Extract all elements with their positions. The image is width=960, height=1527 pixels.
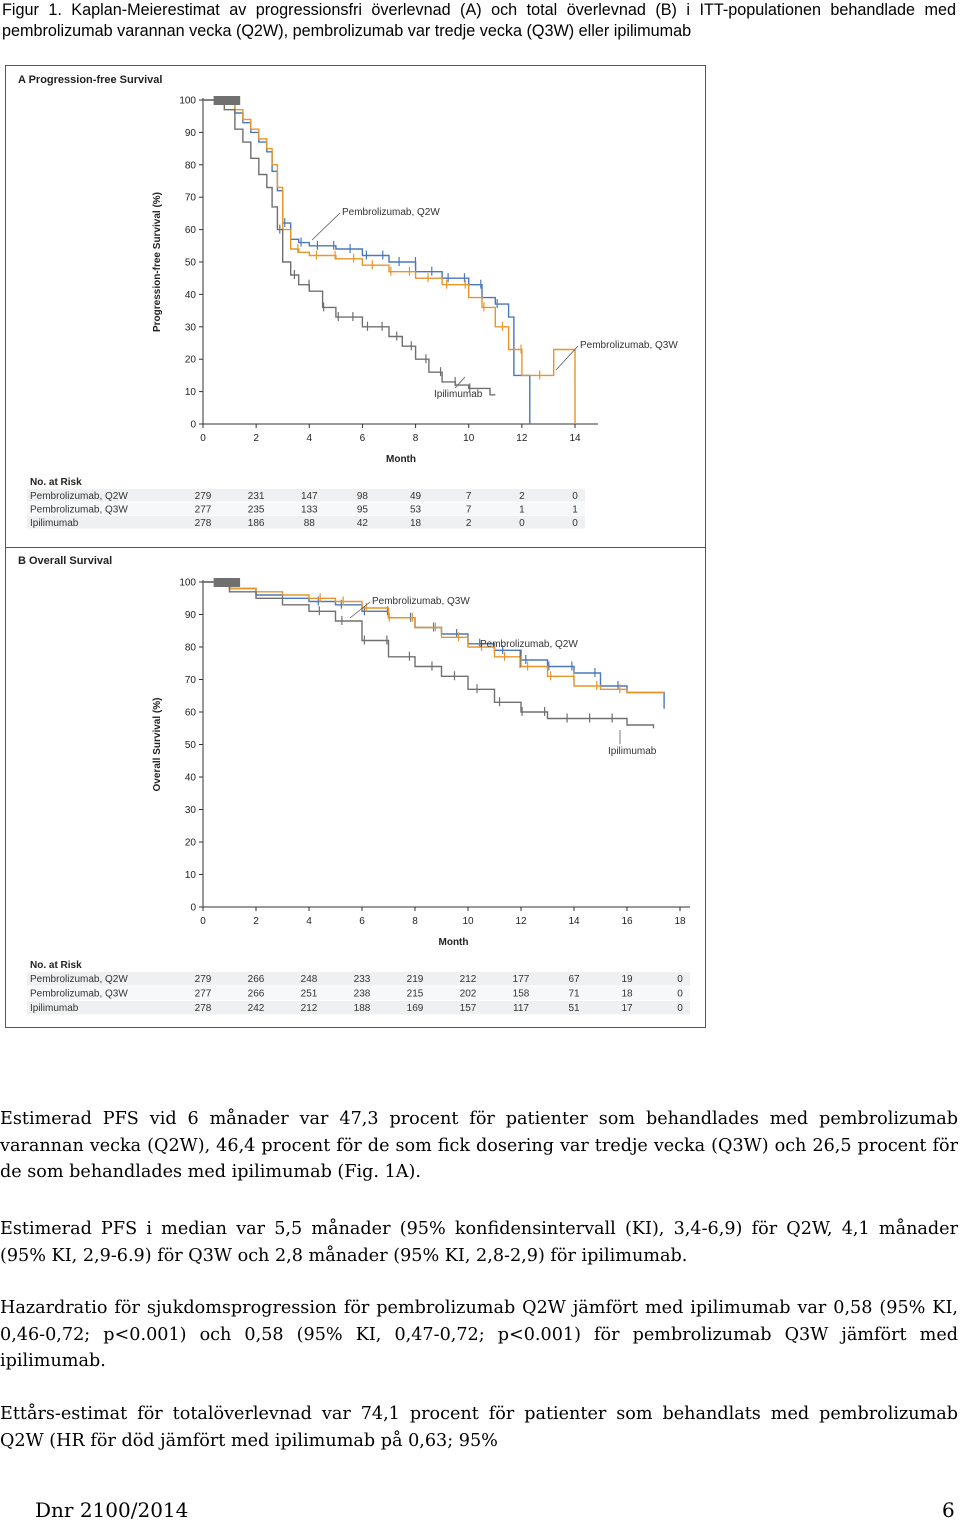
y-tick-label: 50 <box>184 257 196 269</box>
risk-value: 279 <box>194 491 212 502</box>
risk-value: 42 <box>356 518 368 529</box>
risk-value: 7 <box>465 504 472 516</box>
risk-value: 67 <box>568 974 580 985</box>
risk-row-label: Pembrolizumab, Q3W <box>30 504 128 516</box>
x-tick-label: 0 <box>200 433 206 444</box>
series-annotation: Pembrolizumab, Q2W <box>480 639 578 650</box>
risk-value: 242 <box>247 1003 265 1014</box>
chart-panel-pfs <box>18 74 678 529</box>
y-tick-label: 40 <box>184 772 196 784</box>
y-tick-label: 100 <box>179 577 196 589</box>
y-tick-label: 0 <box>190 419 196 431</box>
x-tick-label: 2 <box>253 433 259 444</box>
risk-row-label: Ipilimumab <box>30 1003 79 1014</box>
paragraph-median-pfs: Estimerad PFS i median var 5,5 månader (95% konfidensintervall (KI), 3,4-6,9) för Q2W, 4,1 månader (95% KI, 2,9-6.9) för Q3W och 2,8 månader (95% KI, 2,8-2,9) för ipilimumab. <box>0 1219 958 1266</box>
risk-value: 17 <box>621 1003 633 1014</box>
y-tick-label: 90 <box>184 610 196 621</box>
risk-row-label: Pembrolizumab, Q2W <box>30 491 128 502</box>
risk-value: 0 <box>519 518 525 529</box>
y-tick-label: 60 <box>184 225 196 237</box>
risk-value: 7 <box>465 491 472 502</box>
censor-block-start <box>214 96 241 105</box>
y-tick-label: 50 <box>184 740 196 751</box>
series-annotation: Ipilimumab <box>608 746 657 757</box>
annotation-leader <box>455 377 465 388</box>
risk-value: 71 <box>568 988 580 1000</box>
risk-value: 0 <box>572 518 578 529</box>
risk-value: 266 <box>247 988 265 1000</box>
risk-value: 186 <box>247 518 265 529</box>
risk-value: 158 <box>512 988 530 1000</box>
x-tick-label: 12 <box>515 916 527 927</box>
y-tick-label: 40 <box>184 289 196 301</box>
risk-value: 51 <box>568 1003 580 1014</box>
x-tick-label: 6 <box>359 433 366 444</box>
y-tick-label: 70 <box>184 192 196 204</box>
x-tick-label: 12 <box>516 433 528 444</box>
risk-row-label: Ipilimumab <box>30 518 79 529</box>
risk-value: 53 <box>410 504 422 516</box>
risk-value: 251 <box>300 988 318 1000</box>
x-tick-label: 4 <box>306 916 312 927</box>
risk-table-title: No. at Risk <box>30 960 82 971</box>
risk-value: 238 <box>353 988 371 1000</box>
risk-table-title: No. at Risk <box>30 477 82 488</box>
x-tick-label: 10 <box>462 916 474 927</box>
y-tick-label: 10 <box>184 387 196 399</box>
x-axis-label: Month <box>438 937 469 948</box>
risk-value: 49 <box>410 491 422 502</box>
risk-value: 279 <box>194 974 212 985</box>
paragraph-overall-survival: Ettårs-estimat för totalöverlevnad var 74,1 procent för patienter som behandlats med pembrolizumab Q2W (HR för död jämfört med ipilimumab på 0,63; 95% <box>0 1404 958 1451</box>
risk-value: 95 <box>356 504 368 516</box>
risk-value: 1 <box>572 504 578 516</box>
risk-value: 219 <box>406 974 424 985</box>
risk-row-label: Pembrolizumab, Q2W <box>30 974 128 985</box>
x-tick-label: 18 <box>674 916 686 927</box>
risk-value: 266 <box>247 974 265 985</box>
paragraph-pfs-6-months: Estimerad PFS vid 6 månader var 47,3 procent för patienter som behandlades med pembrolizumab varannan vecka (Q2W), 46,4 procent för de som fick dosering var tredje vecka (Q3W) och 26,5 procent för de som behandlades med ipilimumab (Fig. 1A). <box>0 1109 958 1182</box>
risk-value: 0 <box>677 988 683 1000</box>
y-tick-label: 10 <box>184 870 196 881</box>
risk-value: 215 <box>406 988 424 1000</box>
y-tick-label: 90 <box>184 127 196 139</box>
risk-value: 177 <box>512 974 530 985</box>
x-tick-label: 2 <box>253 916 259 927</box>
x-tick-label: 4 <box>306 433 313 444</box>
risk-value: 98 <box>356 491 368 502</box>
risk-value: 88 <box>303 518 315 529</box>
series-annotation: Pembrolizumab, Q3W <box>372 596 470 607</box>
risk-value: 1 <box>519 504 525 516</box>
risk-value: 277 <box>194 504 212 516</box>
figure-caption: Figur 1. Kaplan-Meierestimat av progressionsfri överlevnad (A) och total överlevnad (B) i ITT-populationen behandlade med pembrolizumab varannan vecka (Q2W), pembrolizumab var tredje vecka (Q3W) eller ipilimumab <box>2 1 956 40</box>
risk-value: 117 <box>513 1003 529 1014</box>
risk-value: 233 <box>353 974 371 985</box>
km-curve-ipi <box>203 100 495 395</box>
series-annotation: Ipilimumab <box>434 389 483 400</box>
risk-value: 18 <box>621 988 633 1000</box>
x-tick-label: 14 <box>569 433 581 444</box>
risk-value: 202 <box>459 988 477 1000</box>
panel-title: B Overall Survival <box>18 555 113 567</box>
risk-value: 19 <box>621 974 633 985</box>
risk-value: 147 <box>300 491 318 502</box>
annotation-leader <box>312 213 340 240</box>
x-tick-label: 16 <box>621 916 633 927</box>
risk-value: 278 <box>194 1003 212 1014</box>
x-tick-label: 0 <box>200 916 206 927</box>
risk-value: 278 <box>194 518 212 529</box>
risk-value: 235 <box>247 504 265 516</box>
km-curve-q2w <box>203 100 530 424</box>
paragraph-hazard-ratio: Hazardratio för sjukdomsprogression för pembrolizumab Q2W jämfört med ipilimumab var 0,58 (95% KI, 0,46-0,72; p<0.001) och 0,58 (95% KI, 0,47-0,72; p<0.001) för pembrolizumab Q3W jämfört med ipilimumab. <box>0 1298 958 1371</box>
risk-value: 2 <box>465 518 472 529</box>
y-tick-label: 80 <box>184 642 196 654</box>
y-tick-label: 20 <box>184 354 196 366</box>
risk-value: 157 <box>459 1003 477 1014</box>
y-axis-label: Progression-free Survival (%) <box>152 191 163 333</box>
risk-value: 212 <box>459 974 477 985</box>
risk-value: 169 <box>406 1003 424 1014</box>
x-tick-label: 8 <box>412 433 419 444</box>
y-tick-label: 0 <box>190 902 196 914</box>
chart-panel-os <box>18 555 690 1015</box>
y-tick-label: 100 <box>179 95 196 107</box>
y-tick-label: 30 <box>184 805 196 816</box>
risk-value: 2 <box>519 491 525 502</box>
series-annotation: Pembrolizumab, Q3W <box>580 340 678 351</box>
y-axis-label: Overall Survival (%) <box>152 697 163 792</box>
page-number: 6 <box>942 1498 955 1522</box>
censor-block-start <box>214 578 241 587</box>
panel-title: A Progression-free Survival <box>18 74 163 86</box>
risk-value: 18 <box>410 518 422 529</box>
y-tick-label: 70 <box>184 675 196 686</box>
y-tick-label: 30 <box>184 322 196 334</box>
risk-value: 231 <box>247 491 265 502</box>
series-annotation: Pembrolizumab, Q2W <box>342 207 440 218</box>
y-tick-label: 20 <box>184 837 196 849</box>
y-tick-label: 60 <box>184 707 196 719</box>
risk-value: 188 <box>353 1003 371 1014</box>
x-tick-label: 10 <box>463 433 475 444</box>
x-tick-label: 14 <box>568 916 580 927</box>
document-number: Dnr 2100/2014 <box>35 1498 189 1522</box>
risk-value: 0 <box>677 1003 683 1014</box>
risk-value: 212 <box>300 1003 318 1014</box>
risk-value: 277 <box>194 988 212 1000</box>
x-tick-label: 6 <box>359 916 365 927</box>
x-axis-label: Month <box>386 454 416 465</box>
risk-value: 0 <box>677 974 683 985</box>
risk-value: 248 <box>300 974 318 985</box>
risk-value: 133 <box>300 504 318 516</box>
x-tick-label: 8 <box>412 916 418 927</box>
risk-value: 0 <box>572 491 578 502</box>
risk-row-label: Pembrolizumab, Q3W <box>30 988 128 1000</box>
y-tick-label: 80 <box>184 160 196 172</box>
